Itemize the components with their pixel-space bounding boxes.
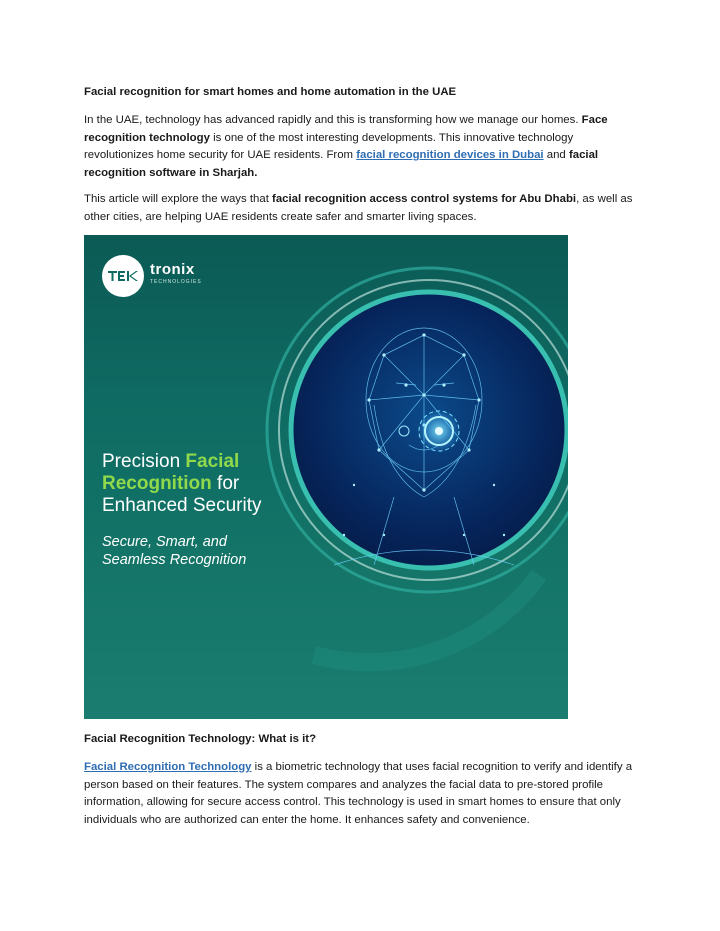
intro-bold-2: facial recognition software in Sharjah.	[84, 149, 599, 179]
article-banner-image	[84, 235, 568, 719]
intro-text-3: and	[543, 149, 569, 161]
p2-text-1: This article will explore the ways that	[84, 193, 273, 205]
banner-title: Precision Facial Recognition for Enhanced Security	[102, 451, 262, 516]
tek-logo-icon	[108, 269, 138, 283]
logo-mark	[102, 255, 144, 297]
tektronix-logo	[102, 255, 202, 297]
intro-bold-1: Face recognition technology	[84, 114, 608, 144]
paragraph-3	[84, 759, 640, 829]
p3-text-1: is a biometric technology that uses facial recognition to verify and identify a person based on their features. The system compares and analyzes the facial data to pre-stored profile information, allowing for secure access control. This technology is used in smart homes to ensure that only individuals who are authorized can enter the home. It enhances safety and convenience.	[84, 761, 633, 826]
intro-text-2: is one of the most interesting developments. This innovative technology revolutionizes home security for UAE residents. From	[84, 131, 574, 161]
banner-subtitle: Secure, Smart, and Seamless Recognition	[102, 534, 247, 568]
link-facial-recognition-technology[interactable]: Facial Recognition Technology	[84, 761, 252, 773]
intro-paragraph	[84, 112, 640, 182]
link-facial-recognition-devices-dubai[interactable]: facial recognition devices in Dubai	[356, 149, 544, 161]
logo-wordmark: tronix	[150, 261, 195, 278]
p2-bold-1: facial recognition access control systems for Abu Dhabi	[272, 193, 577, 205]
logo-subtext: TECHNOLOGIES	[150, 279, 202, 285]
paragraph-2	[84, 191, 640, 226]
section-heading: Facial Recognition Technology: What is it?	[84, 733, 317, 745]
intro-text-1: In the UAE, technology has advanced rapidly and this is transforming how we manage our homes.	[84, 114, 582, 126]
p2-text-2: , as well as other cities, are helping UAE residents create safer and smarter living spaces.	[84, 193, 633, 223]
article-title: Facial recognition for smart homes and home automation in the UAE	[84, 86, 457, 98]
document-body	[84, 84, 640, 838]
